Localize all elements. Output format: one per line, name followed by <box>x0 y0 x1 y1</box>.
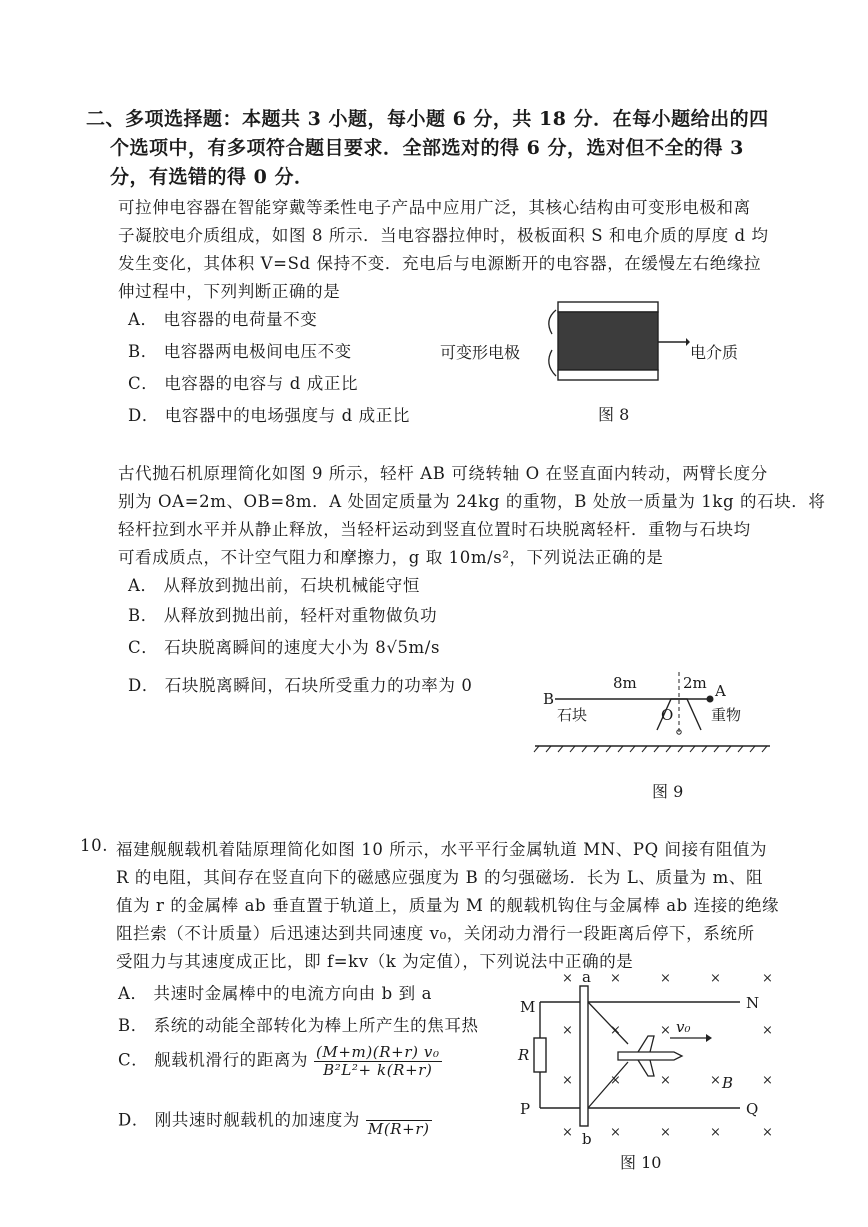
q9-option-c-letter: C <box>128 638 142 657</box>
section-heading-line2: 个选项中，有多项符合题目要求．全部选对的得 6 分，选对但不全的得 3 <box>110 137 744 159</box>
q10-option-b-letter: B <box>118 1016 131 1035</box>
q9-option-d-letter: D <box>128 676 142 695</box>
q9-stem-line2: 别为 OA=2m、OB=8m．A 处固定质量为 24kg 的重物，B 处放一质量为 1kg 的石块．将 <box>118 492 826 511</box>
fig9-caption: 图 9 <box>652 782 684 801</box>
q10-option-d[interactable]: D． 刚共速时舰载机的加速度为 M(R+r) <box>118 1104 432 1138</box>
fig8-dielectric-block <box>558 312 658 370</box>
q9-option-a-text: 从释放到抛出前，石块机械能守恒 <box>163 576 420 595</box>
fig10-field-mark: × <box>660 1073 671 1088</box>
q10-option-c-denominator: B²L²+ k(R+r) <box>323 1060 433 1079</box>
fig10-label-b: b <box>582 1130 592 1148</box>
fig8-electrode-label: 可变形电极 <box>440 343 521 362</box>
fig10-field-mark: × <box>562 1125 573 1140</box>
q10-option-d-numerator <box>366 1104 432 1121</box>
fig10-rail-diagram <box>510 962 790 1150</box>
fig10-field-mark: × <box>660 971 671 986</box>
q9-option-d-text: 石块脱离瞬间，石块所受重力的功率为 0 <box>164 676 473 695</box>
fig9-label-stone: 石块 <box>557 706 588 724</box>
fig10-field-mark: × <box>762 1023 773 1038</box>
q10-option-d-letter: D <box>118 1110 132 1130</box>
fig10-field-mark: × <box>710 1125 721 1140</box>
q8-stem-line4: 伸过程中，下列判断正确的是 <box>118 282 341 301</box>
section-heading-line3: 分，有选错的得 0 分． <box>110 166 314 188</box>
fig10-label-m: M <box>520 998 536 1016</box>
fig8-electrode-arrow-down <box>549 350 556 376</box>
q10-option-c-fraction <box>314 1044 442 1078</box>
q10-stem-line1: 福建舰舰载机着陆原理简化如图 10 所示，水平平行金属轨道 MN、PQ 间接有阻值为 <box>116 840 768 859</box>
q9-stem-line3: 轻杆拉到水平并从静止释放，当轻杆运动到竖直位置时石块脱离轻杆．重物与石块均 <box>118 520 751 539</box>
fig10-field-mark: × <box>710 971 721 986</box>
fig10-aircraft-icon <box>618 1052 682 1060</box>
fig10-field-mark: × <box>562 1073 573 1088</box>
fig8-bottom-electrode <box>558 370 658 380</box>
fig10-caption: 图 10 <box>620 1153 662 1172</box>
fig10-label-q: Q <box>746 1100 759 1118</box>
q9-option-c[interactable]: C． 石块脱离瞬间的速度大小为 8√5m/s <box>128 638 441 657</box>
q10-number: 10. <box>80 836 109 855</box>
fig10-field-mark: × <box>610 971 621 986</box>
fig9-label-o: O <box>661 706 674 724</box>
fig8-capacitor-diagram <box>530 290 690 390</box>
q10-option-d-denominator: M(R+r) <box>367 1120 430 1138</box>
fig10-metal-rod <box>580 986 588 1126</box>
q9-option-c-text: 石块脱离瞬间的速度大小为 8√5m/s <box>164 638 441 657</box>
q8-stem-line3: 发生变化，其体积 V=Sd 保持不变．充电后与电源断开的电容器，在缓慢左右绝缘拉 <box>118 254 762 273</box>
fig9-weight-point <box>707 696 714 703</box>
fig10-field-mark: × <box>610 1023 621 1038</box>
fig10-field-mark: × <box>660 1023 671 1038</box>
q10-option-b-text: 系统的动能全部转化为棒上所产生的焦耳热 <box>153 1016 479 1035</box>
fig10-field-mark: × <box>610 1073 621 1088</box>
fig9-label-8m: 8m <box>613 674 637 692</box>
q8-option-a[interactable]: A． 电容器的电荷量不变 <box>128 310 318 329</box>
fig8-dielectric-label: 电介质 <box>690 343 739 362</box>
q10-stem-line3: 值为 r 的金属棒 ab 垂直置于轨道上，质量为 M 的舰载机钩住与金属棒 ab 连接的绝缘 <box>116 896 780 915</box>
q9-option-b-text: 从释放到抛出前，轻杆对重物做负功 <box>163 606 438 625</box>
fig10-label-r: R <box>518 1046 530 1064</box>
fig9-trebuchet-diagram <box>525 662 775 762</box>
fig10-label-n: N <box>746 994 760 1012</box>
q9-option-a-letter: A <box>128 576 141 595</box>
q8-option-d-letter: D <box>128 406 142 425</box>
fig10-field-mark: × <box>710 1073 721 1088</box>
q10-option-d-text: 刚共速时舰载机的加速度为 <box>154 1110 360 1130</box>
q8-option-a-text: 电容器的电荷量不变 <box>163 310 318 329</box>
fig10-field-mark: × <box>762 1125 773 1140</box>
q10-option-a-text: 共速时金属棒中的电流方向由 b 到 a <box>153 984 433 1003</box>
q10-stem-line2: R 的电阻，其间存在竖直向下的磁感应强度为 B 的匀强磁场．长为 L、质量为 m、阻 <box>116 868 764 887</box>
q9-option-d[interactable]: D． 石块脱离瞬间，石块所受重力的功率为 0 <box>128 676 473 695</box>
fig10-field-mark: × <box>610 1125 621 1140</box>
q8-option-c[interactable]: C． 电容器的电容与 d 成正比 <box>128 374 359 393</box>
fig10-field-mark: × <box>562 1023 573 1038</box>
fig10-resistor <box>534 1038 546 1072</box>
q8-option-d-text: 电容器中的电场强度与 d 成正比 <box>164 406 410 425</box>
q10-option-d-fraction <box>366 1104 432 1138</box>
q8-stem-line1: 可拉伸电容器在智能穿戴等柔性电子产品中应用广泛，其核心结构由可变形电极和离 <box>118 198 751 217</box>
q8-option-a-letter: A <box>128 310 141 329</box>
q9-option-b-letter: B <box>128 606 141 625</box>
fig9-label-2m: 2m <box>683 674 707 692</box>
q8-stem-line2: 子凝胶电介质组成，如图 8 所示．当电容器拉伸时，极板面积 S 和电介质的厚度 d 均 <box>118 226 769 245</box>
fig9-label-b: B <box>543 690 555 708</box>
section-heading-line1: 二、多项选择题：本题共 3 小题，每小题 6 分，共 18 分．在每小题给出的四 <box>86 108 769 130</box>
fig10-label-p: P <box>520 1100 531 1118</box>
q10-option-a[interactable]: A． 共速时金属棒中的电流方向由 b 到 a <box>118 984 433 1003</box>
q10-option-b[interactable]: B． 系统的动能全部转化为棒上所产生的焦耳热 <box>118 1016 479 1035</box>
q8-option-b-letter: B <box>128 342 141 361</box>
q10-option-c-letter: C <box>118 1050 132 1070</box>
fig10-label-v0: v₀ <box>676 1018 691 1036</box>
fig8-electrode-arrow-up <box>549 310 556 334</box>
fig10-field-mark: × <box>762 971 773 986</box>
fig10-field-mark: × <box>562 971 573 986</box>
q8-option-d[interactable]: D． 电容器中的电场强度与 d 成正比 <box>128 406 410 425</box>
q10-option-c-numerator: (M+m)(R+r) v₀ <box>315 1043 440 1061</box>
q9-stem-line4: 可看成质点，不计空气阻力和摩擦力，g 取 10m/s²，下列说法正确的是 <box>118 548 664 567</box>
fig9-ground-hatch <box>534 746 767 752</box>
q9-option-a[interactable]: A． 从释放到抛出前，石块机械能守恒 <box>128 576 420 595</box>
q8-option-c-letter: C <box>128 374 142 393</box>
fig8-top-electrode <box>558 302 658 312</box>
q9-option-b[interactable]: B． 从释放到抛出前，轻杆对重物做负功 <box>128 606 438 625</box>
fig8-caption: 图 8 <box>598 405 630 424</box>
fig8-dielectric-arrowhead <box>686 338 690 346</box>
fig9-label-a: A <box>715 682 726 700</box>
q8-option-c-text: 电容器的电容与 d 成正比 <box>164 374 359 393</box>
q8-option-b[interactable]: B． 电容器两电极间电压不变 <box>128 342 352 361</box>
fig9-label-weight: 重物 <box>711 706 742 724</box>
q10-option-c-text: 舰载机滑行的距离为 <box>154 1050 309 1070</box>
fig10-label-field-b: B <box>722 1074 734 1092</box>
q10-stem-line5: 受阻力与其速度成正比，即 f=kv（k 为定值），下列说法中正确的是 <box>116 952 634 971</box>
q8-option-b-text: 电容器两电极间电压不变 <box>163 342 352 361</box>
q9-stem-line1: 古代抛石机原理简化如图 9 所示，轻杆 AB 可绕转轴 O 在竖直面内转动，两臂长度分 <box>118 464 768 483</box>
q10-option-c[interactable]: C． 舰载机滑行的距离为 $\frac{\text{(M+m)(R+r) v₀}}{\text{B²L²+ k(R+r)}}$ <box>118 1043 440 1079</box>
fig10-velocity-arrowhead <box>706 1034 712 1042</box>
fig10-field-mark: × <box>660 1125 671 1140</box>
fig10-label-a: a <box>582 968 591 986</box>
q10-option-a-letter: A <box>118 984 131 1003</box>
q10-stem-line4: 阻拦索（不计质量）后迅速达到共同速度 v₀，关闭动力滑行一段距离后停下，系统所 <box>116 924 755 943</box>
fig10-field-mark: × <box>762 1073 773 1088</box>
